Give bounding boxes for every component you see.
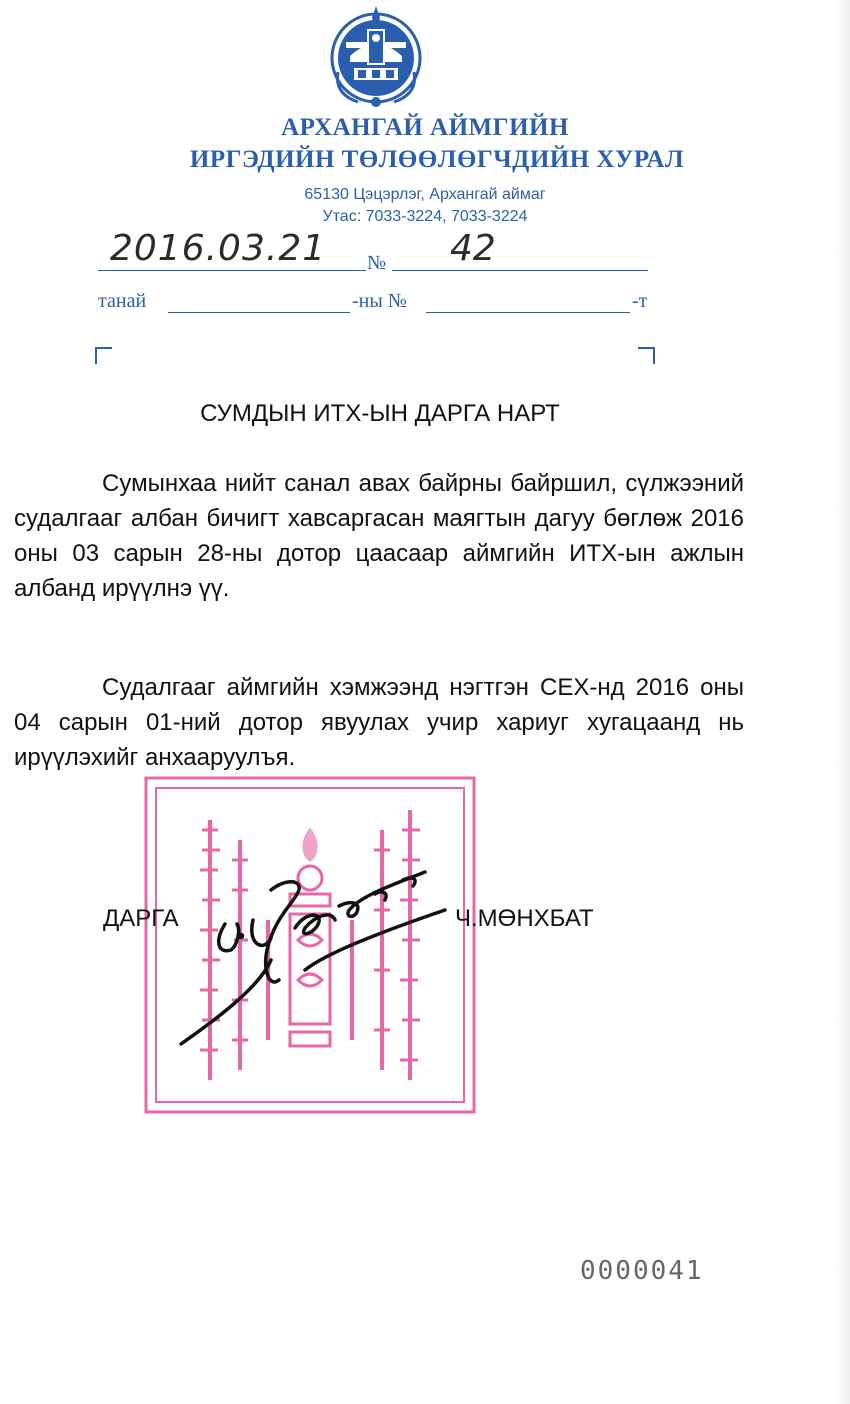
address: 65130 Цэцэрлэг, Архангай аймаг (304, 186, 546, 203)
phone: Утас: 7033-3224, 7033-3224 (322, 208, 528, 225)
ny-number-underline (426, 312, 630, 313)
yours-label: танай (98, 290, 147, 312)
org-name-line1: АРХАНГАЙ АЙМГИЙН (281, 114, 569, 141)
t-label: -т (632, 290, 648, 312)
date-underline (98, 270, 366, 271)
letter-number: 42 (450, 228, 496, 269)
corner-mark-right (636, 346, 656, 366)
ny-number-label: -ны № (352, 290, 407, 312)
org-name-line2: ИРГЭДИЙН ТӨЛӨӨЛӨГЧДИЙН ХУРАЛ (189, 146, 685, 173)
number-label: № (367, 252, 387, 274)
signatory-title: ДАРГА (103, 905, 179, 932)
handwritten-signature (175, 850, 475, 1050)
letter-date: 2016.03.21 (110, 228, 327, 269)
body-paragraph-2: Судалгааг аймгийн хэмжээнд нэгтгэн СЕХ-нд 2016 оны 04 сарын 01-ний дотор явуулах учир хариуг хугацаанд нь ирүүлэхийг анхааруулъя. (14, 674, 744, 771)
state-emblem (328, 2, 424, 112)
addressee: СУМДЫН ИТХ-ЫН ДАРГА НАРТ (200, 400, 560, 427)
corner-mark-left (94, 346, 114, 366)
body-paragraph-1: Сумынхаа нийт санал авах байрны байршил, сүлжээний судалгааг албан бичигт хавсаргасан маягтын дагуу бөглөж 2016 оны 03 сарын 28-ны дотор цаасаар аймгийн ИТХ-ын ажлын албанд ирүүлнэ үү. (14, 470, 744, 602)
serial-number: 0000041 (580, 1256, 704, 1286)
number-underline (392, 270, 648, 271)
page-edge (834, 0, 850, 1404)
yours-underline (168, 312, 350, 313)
signatory-name: Ч.МӨНХБАТ (455, 905, 594, 932)
